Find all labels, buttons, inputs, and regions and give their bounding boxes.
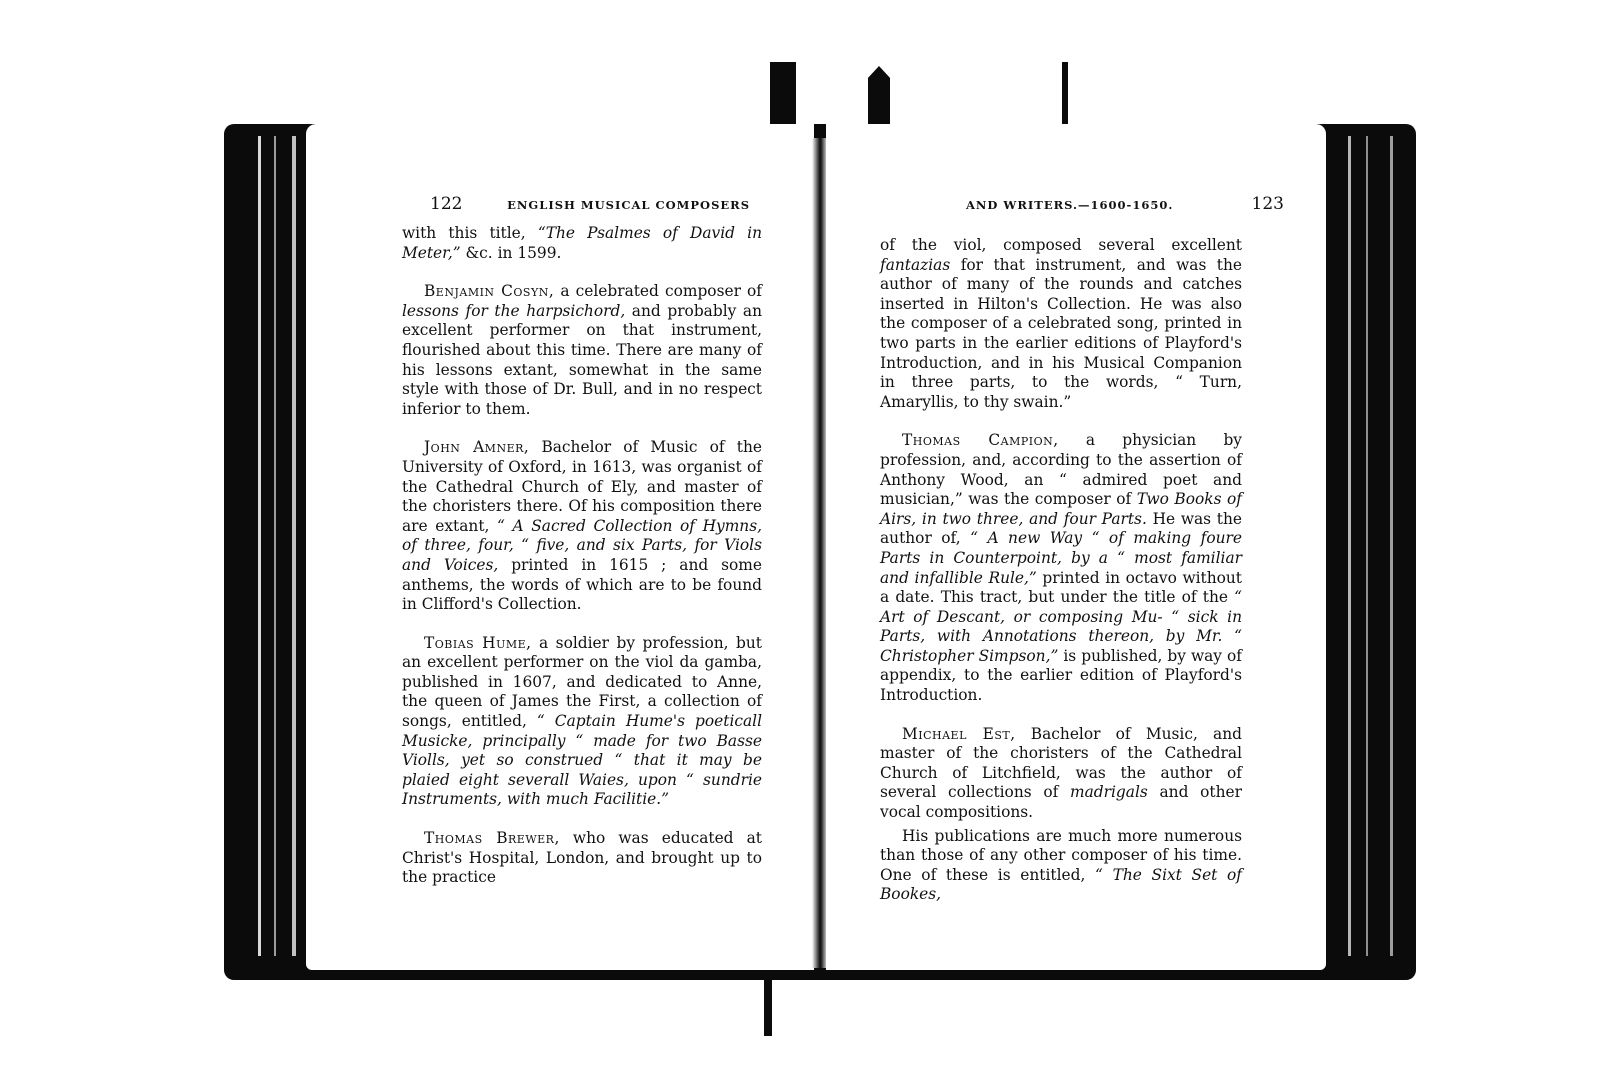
page-number: 122 — [430, 194, 463, 214]
running-head-title: AND WRITERS.—1600-1650. — [966, 198, 1174, 212]
composer-name: Thomas Campion, — [902, 431, 1059, 450]
right-page — [826, 124, 1326, 970]
paragraph — [880, 431, 1242, 705]
body-text — [880, 236, 1242, 924]
page-edge — [1348, 136, 1351, 956]
paragraph — [880, 725, 1242, 823]
italic-title: “ Art of Descant, or composing Mu- “ sick in Parts, with Annotations thereon, by Mr. “ Christopher Simpson,” — [880, 588, 1242, 665]
text-run: and other vocal compositions. — [880, 783, 1242, 822]
page-number: 123 — [1251, 194, 1284, 214]
text-run: and probably an excellent performer on that instrument, flourished about this time. There are many of his lessons extant, somewhat in the same style with those of Dr. Bull, and in no respect inferior to them. — [402, 301, 762, 418]
bookmark-ribbon — [868, 66, 890, 132]
running-head-title: ENGLISH MUSICAL COMPOSERS — [507, 198, 750, 212]
paragraph — [880, 236, 1242, 412]
composer-name: John Amner, — [424, 438, 530, 457]
text-run: printed in octavo without a date. This tract, but under the title of the — [880, 568, 1242, 607]
bookmark-ribbon — [1062, 62, 1068, 132]
text-run: He was the author of, — [880, 509, 1242, 548]
bookmark-ribbon — [770, 62, 796, 132]
running-head — [966, 194, 1284, 214]
page-edge — [258, 136, 261, 956]
paragraph — [402, 282, 762, 419]
text-run: of the viol, composed several excellent — [880, 236, 1242, 254]
italic-title: “ A new Way “ of making foure Parts in Counterpoint, by a “ most familiar and infallible Rule,” — [880, 529, 1242, 587]
text-run: printed in 1615 ; and some anthems, the words of which are to be found in Clifford's Collection. — [402, 555, 762, 614]
paragraph — [402, 224, 762, 263]
running-head — [430, 194, 750, 214]
page-edge — [1366, 136, 1368, 956]
left-page — [306, 124, 814, 970]
text-run: who was educated at Christ's Hospital, London, and brought up to the practice — [402, 829, 762, 887]
italic-title: “The Psalmes of David in Meter,” — [402, 224, 762, 262]
text-run: a celebrated composer of — [554, 282, 762, 301]
italic-title: fantazias — [880, 255, 951, 274]
page-edge — [1390, 136, 1393, 956]
composer-name: Michael Est, — [902, 724, 1016, 743]
paragraph — [402, 829, 762, 888]
text-run: Bachelor of Music, and master of the choristers of the Cathedral Church of Litchfield, was the author of several collections of — [880, 724, 1242, 802]
composer-name: Tobias Hume, — [424, 633, 532, 652]
italic-title: “ Captain Hume's poeticall Musicke, principally “ made for two Basse Violls, yet so construed “ that it may be plaied eight severall Waies, upon “ sundrie Instruments, with much Facilitie.” — [402, 712, 763, 809]
page-edge — [292, 136, 296, 956]
text-run: with this title, — [402, 224, 538, 242]
text-run: Bachelor of Music of the University of Oxford, in 1613, was organist of the Cathedral Church of Ely, and master of the choristers there. Of his composition there are extant, — [402, 438, 762, 535]
bookmark-ribbon — [764, 980, 772, 1036]
paragraph — [402, 438, 762, 614]
body-text — [402, 224, 762, 907]
text-run: a soldier by profession, but an excellent performer on the viol da gamba, published in 1607, and dedicated to Anne, the queen of James the First, a collection of songs, entitled, — [402, 633, 762, 731]
composer-name: Benjamin Cosyn, — [424, 282, 555, 301]
italic-title: “ A Sacred Collection of Hymns, of three, four, “ five, and six Parts, for Viols and Voices, — [402, 516, 762, 574]
text-run: &c. in 1599. — [460, 243, 562, 262]
paragraph — [880, 827, 1242, 905]
text-run: a physician by profession, and, according to the assertion of Anthony Wood, an “ admired poet and musician,” was the composer of — [880, 431, 1243, 509]
italic-title: “ The Sixt Set of Bookes, — [880, 865, 1242, 904]
text-run: His publications are much more numerous than those of any other composer of his time. One of these is entitled, — [880, 826, 1242, 884]
italic-title: Two Books of Airs, in two three, and four Parts. — [880, 490, 1242, 528]
page-edge — [274, 136, 276, 956]
text-run: is published, by way of appendix, to the earlier edition of Playford's Introduction. — [880, 646, 1242, 705]
text-run: for that instrument, and was the author of many of the rounds and catches inserted in Hilton's Collection. He was also the composer of a celebrated song, printed in two parts in the earlier editions of Playford's Introduction, and in his Musical Companion in three parts, to the words, “ Turn, Amaryllis, to thy swain.” — [880, 255, 1242, 411]
paragraph — [402, 634, 762, 810]
composer-name: Thomas Brewer, — [424, 829, 560, 848]
italic-title: lessons for the harpsichord, — [402, 301, 626, 320]
italic-title: madrigals — [1070, 783, 1148, 802]
